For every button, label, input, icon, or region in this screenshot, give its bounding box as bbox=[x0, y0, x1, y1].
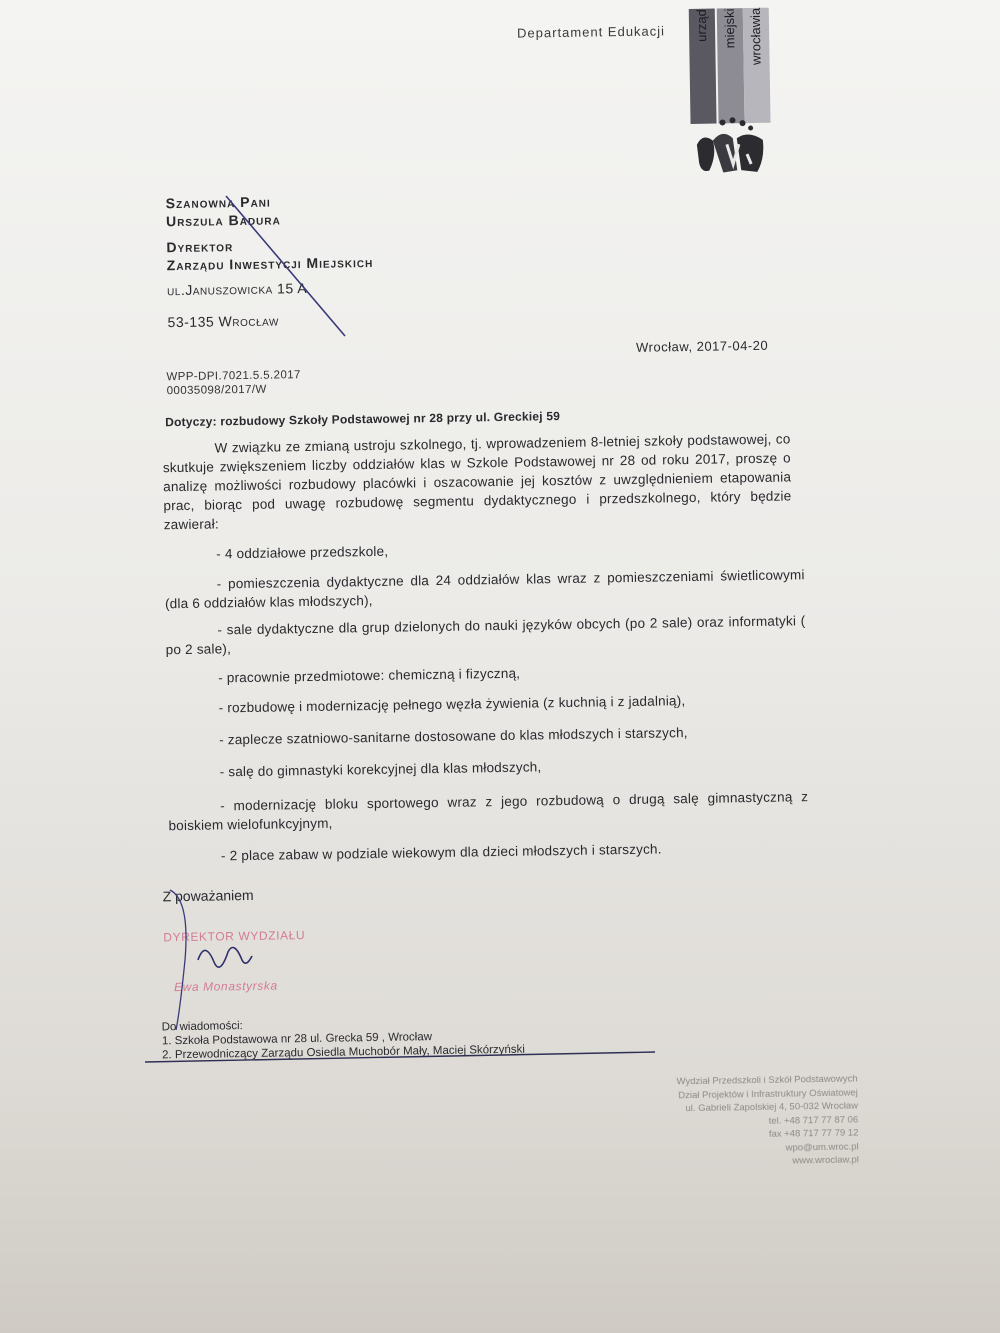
distribution-item: 2. Przewodniczący Zarządu Osiedla Muchobór Mały, Maciej Skórzyński bbox=[162, 1043, 525, 1062]
closing-phrase: Z poważaniem bbox=[162, 886, 254, 905]
city-crest-icon bbox=[692, 114, 769, 179]
footer-line: wpo@um.wroc.pl bbox=[785, 1140, 859, 1154]
recipient-institution: Zarządu Inwestycji Miejskich bbox=[166, 253, 374, 274]
recipient-street: ul.Januszowicka 15 A bbox=[166, 279, 308, 299]
logo-word-urzad: urząd bbox=[693, 8, 710, 42]
list-item: - rozbudowę i modernizację pełnego węzła żywienia (z kuchnią i z jadalnią), bbox=[218, 693, 686, 716]
recipient-city: 53-135 Wrocław bbox=[167, 312, 279, 331]
stamp-name: Ewa Monastyrska bbox=[173, 978, 278, 995]
list-item: - salę do gimnastyki korekcyjnej dla klas młodszych, bbox=[219, 759, 542, 780]
list-item: - pomieszczenia dydaktyczne dla 24 oddziałów klas wraz z pomieszczeniami świetlicowymi (dla 6 oddziałów klas młodszych), bbox=[164, 567, 805, 612]
stamp-role: DYREKTOR WYDZIAŁU bbox=[163, 928, 306, 945]
footer-line: ul. Gabrieli Zapolskiej 4, 50-032 Wrocław bbox=[685, 1100, 859, 1115]
letter-body: W związku ze zmianą ustroju szkolnego, tj. wprowadzeniem 8-letniej szkoły podstawowej, co skutkuje zwiększeniem liczby oddziałów klas w Szkole Podstawowej nr 28 od roku 2017, proszę o analizę możliwości rozbudowy placówki i oszacowanie jej kosztów z uwzględnieniem etapowania prac, biorąc pod uwagę rozbudowę segmentu dydaktycznego i przedszkolnego, który będzie zawierał: bbox=[162, 431, 792, 533]
letter-date: Wrocław, 2017-04-20 bbox=[635, 337, 769, 355]
case-number: 00035098/2017/W bbox=[166, 383, 267, 398]
footer-line: fax +48 717 77 79 12 bbox=[768, 1127, 859, 1140]
office-footer bbox=[568, 1072, 859, 1171]
list-item: - sale dydaktyczne dla grup dzielonych do nauki języków obcych (po 2 sale) oraz informatyki ( po 2 sale), bbox=[165, 613, 806, 658]
footer-line: Wydział Przedszkoli i Szkół Podstawowych bbox=[676, 1073, 858, 1088]
department-name: Departament Edukacji bbox=[516, 23, 666, 41]
list-item: - zaplecze szatniowo-sanitarne dostosowane do klas młodszych i starszych, bbox=[219, 725, 688, 748]
distribution-title: Do wiadomości: bbox=[161, 1020, 243, 1034]
footer-line: Dział Projektów i Infrastruktury Oświatowej bbox=[678, 1086, 858, 1101]
recipient-position: Dyrektor bbox=[166, 238, 234, 256]
footer-line: tel. +48 717 77 87 06 bbox=[768, 1113, 859, 1127]
footer-line: www.wroclaw.pl bbox=[792, 1154, 859, 1167]
recipient-salutation: Szanowna Pani bbox=[165, 193, 271, 212]
letter-subject: Dotyczy: rozbudowy Szkoły Podstawowej nr 28 przy ul. Greckiej 59 bbox=[165, 409, 561, 430]
list-item: - 2 place zabaw w podziale wiekowym dla dzieci młodszych i starszych. bbox=[220, 841, 662, 864]
list-item: - modernizację bloku sportowego wraz z jego rozbudową o drugą salę gimnastyczną z boiskiem wielofunkcyjnym, bbox=[168, 789, 809, 834]
distribution-item: 1. Szkoła Podstawowa nr 28 ul. Grecka 59 , Wrocław bbox=[161, 1031, 433, 1048]
list-item: - 4 oddziałowe przedszkole, bbox=[216, 543, 389, 562]
recipient-name: Urszula Badura bbox=[165, 211, 281, 230]
reference-number: WPP-DPI.7021.5.5.2017 bbox=[166, 369, 301, 384]
list-item: - pracownie przedmiotowe: chemiczną i fizyczną, bbox=[218, 665, 521, 686]
logo-word-miejski: miejski bbox=[721, 8, 738, 49]
logo-word-wroclawia: wrocławia bbox=[747, 7, 764, 66]
